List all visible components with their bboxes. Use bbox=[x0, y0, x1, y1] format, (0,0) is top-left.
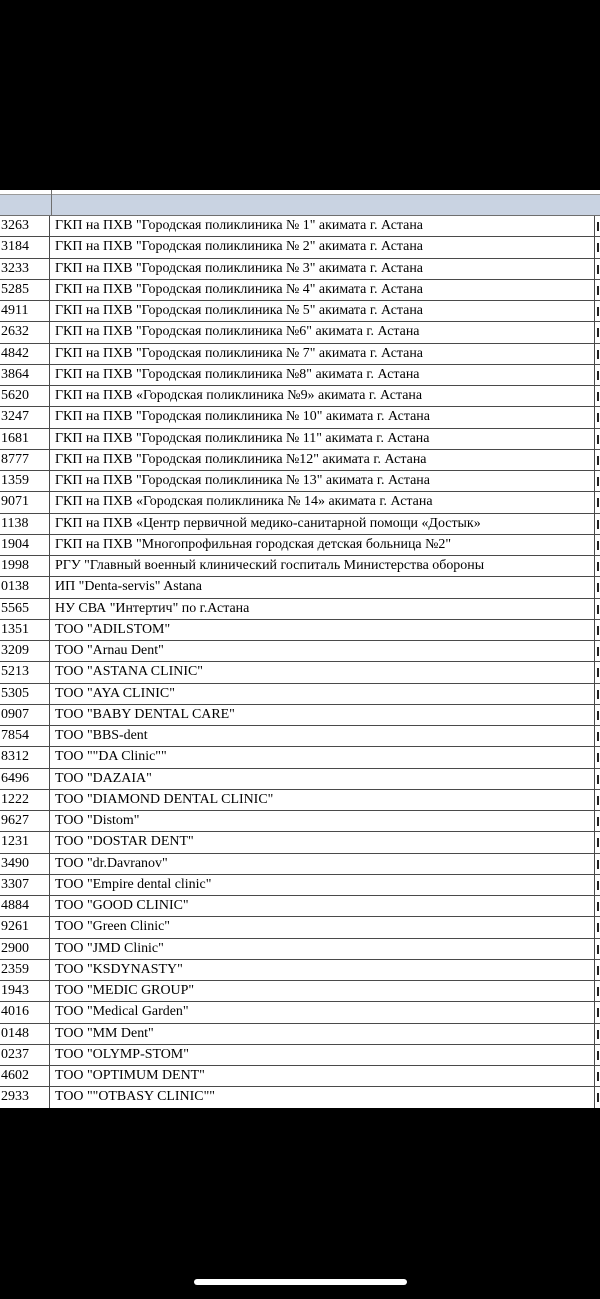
row-name-cell[interactable]: ТОО "KSDYNASTY" bbox=[55, 961, 183, 977]
cell-overflow-mark bbox=[597, 286, 599, 295]
row-code-cell[interactable]: 3209 bbox=[0, 641, 50, 661]
cell-overflow-mark bbox=[597, 711, 599, 720]
row-next-column-cell[interactable] bbox=[594, 1045, 600, 1065]
row-next-column-cell[interactable] bbox=[594, 1002, 600, 1022]
table-row[interactable] bbox=[0, 301, 600, 322]
row-name-cell[interactable]: ТОО "GOOD CLINIC" bbox=[55, 898, 189, 913]
column-divider bbox=[51, 190, 52, 215]
table-row[interactable] bbox=[0, 684, 600, 705]
cell-overflow-mark bbox=[597, 966, 599, 975]
row-next-column-cell[interactable] bbox=[594, 301, 600, 321]
cell-overflow-mark bbox=[597, 647, 599, 656]
row-next-column-cell[interactable] bbox=[594, 684, 600, 704]
cell-overflow-mark bbox=[597, 775, 599, 784]
row-next-column-cell[interactable] bbox=[594, 407, 600, 427]
row-name-cell[interactable]: ГКП на ПХВ "Городская поликлиника №12" акимата г. Астана bbox=[55, 451, 427, 467]
row-name-cell[interactable]: ИП "Denta-servis" Astana bbox=[55, 579, 202, 595]
cell-overflow-mark bbox=[597, 881, 599, 890]
cell-overflow-mark bbox=[597, 1008, 599, 1017]
row-next-column-cell[interactable] bbox=[594, 492, 600, 512]
cell-overflow-mark bbox=[597, 1093, 599, 1102]
row-code-cell[interactable]: 5565 bbox=[0, 599, 50, 619]
row-next-column-cell[interactable] bbox=[594, 726, 600, 746]
row-code-cell[interactable]: 3307 bbox=[0, 875, 50, 895]
row-next-column-cell[interactable] bbox=[594, 662, 600, 682]
row-name-cell[interactable]: ГКП на ПХВ "Городская поликлиника № 7" акимата г. Астана bbox=[55, 345, 423, 361]
table-row[interactable] bbox=[0, 1024, 600, 1045]
table-row[interactable] bbox=[0, 322, 600, 343]
row-code-cell[interactable]: 2359 bbox=[0, 960, 50, 980]
cell-overflow-mark bbox=[597, 1051, 599, 1060]
table-row[interactable] bbox=[0, 535, 600, 556]
table-row[interactable] bbox=[0, 365, 600, 386]
row-code-cell[interactable]: 5620 bbox=[0, 386, 50, 406]
row-code-cell[interactable]: 9261 bbox=[0, 917, 50, 937]
row-name-cell[interactable]: ТОО ""OTBASY CLINIC"" bbox=[55, 1089, 215, 1105]
table-row[interactable] bbox=[0, 769, 600, 790]
row-name-cell[interactable]: ГКП на ПХВ "Городская поликлиника №8" акимата г. Астана bbox=[55, 366, 420, 382]
row-next-column-cell[interactable] bbox=[594, 365, 600, 385]
row-name-cell[interactable]: ГКП на ПХВ «Центр первичной медико-санитарной помощи «Достык» bbox=[55, 515, 481, 531]
cell-overflow-mark bbox=[597, 456, 599, 465]
row-name-cell[interactable]: ГКП на ПХВ "Городская поликлиника № 3" акимата г. Астана bbox=[55, 260, 423, 276]
row-name-cell[interactable]: ТОО "OLYMP-STOM" bbox=[55, 1046, 189, 1062]
row-name-cell[interactable]: ТОО "MEDIC GROUP" bbox=[55, 983, 195, 998]
table-row[interactable] bbox=[0, 790, 600, 811]
row-name-cell[interactable]: ТОО "ASTANA CLINIC" bbox=[55, 664, 203, 680]
row-name-cell[interactable]: ГКП на ПХВ "Городская поликлиника № 11" акимата г. Астана bbox=[55, 430, 430, 446]
table-row[interactable] bbox=[0, 726, 600, 747]
cell-overflow-mark bbox=[597, 817, 599, 826]
row-name-cell[interactable]: ТОО "Distom" bbox=[55, 813, 140, 828]
table-row[interactable] bbox=[0, 939, 600, 960]
row-code-cell[interactable]: 7854 bbox=[0, 726, 50, 746]
table-row[interactable] bbox=[0, 344, 600, 365]
cell-overflow-mark bbox=[597, 583, 599, 592]
row-code-cell[interactable]: 4602 bbox=[0, 1066, 50, 1086]
cell-overflow-mark bbox=[597, 923, 599, 932]
table-row[interactable] bbox=[0, 237, 600, 258]
row-code-cell[interactable]: 3184 bbox=[0, 237, 50, 257]
home-indicator[interactable] bbox=[194, 1279, 407, 1285]
row-next-column-cell[interactable] bbox=[594, 216, 600, 236]
row-name-cell[interactable]: ГКП на ПХВ "Городская поликлиника № 10" акимата г. Астана bbox=[55, 409, 430, 425]
row-name-cell[interactable]: ТОО ""DA Clinic"" bbox=[55, 749, 167, 765]
row-code-cell[interactable]: 5285 bbox=[0, 280, 50, 300]
row-name-cell[interactable]: ТОО "dr.Davranov" bbox=[55, 855, 168, 871]
row-name-cell[interactable]: ТОО "Empire dental clinic" bbox=[55, 876, 212, 892]
row-next-column-cell[interactable] bbox=[594, 556, 600, 576]
row-name-cell[interactable]: ТОО "BBS-dent bbox=[55, 728, 148, 743]
table-row[interactable] bbox=[0, 705, 600, 726]
row-next-column-cell[interactable] bbox=[594, 960, 600, 980]
table-row[interactable] bbox=[0, 407, 600, 428]
table-row[interactable] bbox=[0, 875, 600, 896]
row-code-cell[interactable]: 1222 bbox=[0, 790, 50, 810]
row-code-cell[interactable]: 3263 bbox=[0, 216, 50, 236]
table-row[interactable] bbox=[0, 960, 600, 981]
cell-overflow-mark bbox=[597, 1072, 599, 1081]
row-code-cell[interactable]: 8312 bbox=[0, 747, 50, 767]
row-code-cell[interactable]: 4911 bbox=[0, 301, 50, 321]
table-row[interactable] bbox=[0, 429, 600, 450]
cell-overflow-mark bbox=[597, 838, 599, 847]
row-next-column-cell[interactable] bbox=[594, 535, 600, 555]
table-row[interactable] bbox=[0, 662, 600, 683]
row-next-column-cell[interactable] bbox=[594, 981, 600, 1001]
row-name-cell[interactable]: ТОО "ADILSTOM" bbox=[55, 621, 171, 637]
row-code-cell[interactable]: 2632 bbox=[0, 322, 50, 342]
row-name-cell[interactable]: ТОО "Green Clinic" bbox=[55, 919, 170, 935]
row-next-column-cell[interactable] bbox=[594, 896, 600, 916]
table-row[interactable] bbox=[0, 917, 600, 938]
row-next-column-cell[interactable] bbox=[594, 599, 600, 619]
row-name-cell[interactable]: ГКП на ПХВ "Городская поликлиника №6" акимата г. Астана bbox=[55, 324, 420, 340]
row-name-cell[interactable]: ТОО "OPTIMUM DENT" bbox=[55, 1068, 205, 1083]
row-next-column-cell[interactable] bbox=[594, 259, 600, 279]
row-code-cell[interactable]: 0148 bbox=[0, 1024, 50, 1044]
row-next-column-cell[interactable] bbox=[594, 832, 600, 852]
table-row[interactable] bbox=[0, 1045, 600, 1066]
row-next-column-cell[interactable] bbox=[594, 790, 600, 810]
table-row[interactable] bbox=[0, 492, 600, 513]
table-row[interactable] bbox=[0, 450, 600, 471]
table-row[interactable] bbox=[0, 811, 600, 832]
row-name-cell[interactable]: ГКП на ПХВ "Городская поликлиника № 2" акимата г. Астана bbox=[55, 239, 423, 255]
table-row[interactable] bbox=[0, 981, 600, 1002]
row-next-column-cell[interactable] bbox=[594, 344, 600, 364]
row-name-cell[interactable]: ТОО "AYA CLINIC" bbox=[55, 685, 175, 701]
row-code-cell[interactable]: 1231 bbox=[0, 832, 50, 852]
row-next-column-cell[interactable] bbox=[594, 747, 600, 767]
row-name-cell[interactable]: ГКП на ПХВ "Городская поликлиника № 5" акимата г. Астана bbox=[55, 303, 423, 318]
row-code-cell[interactable]: 1904 bbox=[0, 535, 50, 555]
cell-overflow-mark bbox=[597, 860, 599, 869]
row-name-cell[interactable]: ТОО "DAZAIA" bbox=[55, 770, 152, 786]
row-name-cell[interactable]: ТОО "BABY DENTAL CARE" bbox=[55, 706, 235, 722]
table-row[interactable] bbox=[0, 514, 600, 535]
row-code-cell[interactable]: 1943 bbox=[0, 981, 50, 1001]
row-name-cell[interactable]: ТОО "JMD Clinic" bbox=[55, 940, 164, 956]
row-name-cell[interactable]: НУ СВА "Интертич" по г.Астана bbox=[55, 600, 250, 616]
cell-overflow-mark bbox=[597, 668, 599, 677]
row-next-column-cell[interactable] bbox=[594, 429, 600, 449]
cell-overflow-mark bbox=[597, 243, 599, 252]
table-row[interactable] bbox=[0, 280, 600, 301]
row-name-cell[interactable]: ГКП на ПХВ "Многопрофильная городская детская больница №2" bbox=[55, 536, 452, 552]
cell-overflow-mark bbox=[597, 498, 599, 507]
cell-overflow-mark bbox=[597, 435, 599, 444]
table-row[interactable] bbox=[0, 832, 600, 853]
table-row[interactable] bbox=[0, 1087, 600, 1108]
row-next-column-cell[interactable] bbox=[594, 705, 600, 725]
row-next-column-cell[interactable] bbox=[594, 1024, 600, 1044]
row-name-cell[interactable]: ГКП на ПХВ «Городская поликлиника № 14» акимата г. Астана bbox=[55, 494, 433, 510]
table-row[interactable] bbox=[0, 747, 600, 768]
row-code-cell[interactable]: 3233 bbox=[0, 259, 50, 279]
row-name-cell[interactable]: ГКП на ПХВ "Городская поликлиника № 1" акимата г. Астана bbox=[55, 218, 423, 233]
cell-overflow-mark bbox=[597, 265, 599, 274]
row-name-cell[interactable]: ТОО "Arnau Dent" bbox=[55, 643, 164, 658]
row-name-cell[interactable]: ТОО "DOSTAR DENT" bbox=[55, 834, 194, 850]
row-next-column-cell[interactable] bbox=[594, 514, 600, 534]
row-next-column-cell[interactable] bbox=[594, 450, 600, 470]
cell-overflow-mark bbox=[597, 796, 599, 805]
row-next-column-cell[interactable] bbox=[594, 471, 600, 491]
table-row[interactable] bbox=[0, 854, 600, 875]
row-name-cell[interactable]: ТОО "MM Dent" bbox=[55, 1025, 154, 1041]
cell-overflow-mark bbox=[597, 541, 599, 550]
row-name-cell[interactable]: ТОО "DIAMOND DENTAL CLINIC" bbox=[55, 791, 274, 807]
row-code-cell[interactable]: 2900 bbox=[0, 939, 50, 959]
cell-overflow-mark bbox=[597, 350, 599, 359]
row-next-column-cell[interactable] bbox=[594, 1087, 600, 1107]
row-name-cell[interactable]: ТОО "Medical Garden" bbox=[55, 1004, 189, 1020]
row-name-cell[interactable]: ГКП на ПХВ "Городская поликлиника № 4" акимата г. Астана bbox=[55, 281, 423, 297]
cell-overflow-mark bbox=[597, 413, 599, 422]
cell-overflow-mark bbox=[597, 1030, 599, 1039]
cell-overflow-mark bbox=[597, 605, 599, 614]
cell-overflow-mark bbox=[597, 328, 599, 337]
cell-overflow-mark bbox=[597, 753, 599, 762]
cell-overflow-mark bbox=[597, 690, 599, 699]
row-code-cell[interactable]: 4842 bbox=[0, 344, 50, 364]
row-code-cell[interactable]: 1351 bbox=[0, 620, 50, 640]
cell-overflow-mark bbox=[597, 307, 599, 316]
cell-overflow-mark bbox=[597, 902, 599, 911]
cell-overflow-mark bbox=[597, 945, 599, 954]
table-row[interactable] bbox=[0, 1066, 600, 1087]
row-code-cell[interactable]: 6496 bbox=[0, 769, 50, 789]
row-next-column-cell[interactable] bbox=[594, 854, 600, 874]
table-row[interactable] bbox=[0, 216, 600, 237]
cell-overflow-mark bbox=[597, 626, 599, 635]
row-code-cell[interactable]: 8777 bbox=[0, 450, 50, 470]
row-code-cell[interactable]: 1998 bbox=[0, 556, 50, 576]
row-next-column-cell[interactable] bbox=[594, 769, 600, 789]
row-next-column-cell[interactable] bbox=[594, 1066, 600, 1086]
table-row[interactable] bbox=[0, 896, 600, 917]
row-code-cell[interactable]: 5305 bbox=[0, 684, 50, 704]
table-header-row bbox=[0, 195, 600, 216]
cell-overflow-mark bbox=[597, 987, 599, 996]
row-name-cell[interactable]: ГКП на ПХВ "Городская поликлиника № 13" акимата г. Астана bbox=[55, 473, 430, 488]
row-code-cell[interactable]: 1138 bbox=[0, 514, 50, 534]
row-code-cell[interactable]: 0138 bbox=[0, 577, 50, 597]
row-code-cell[interactable]: 0907 bbox=[0, 705, 50, 725]
cell-overflow-mark bbox=[597, 520, 599, 529]
table-row[interactable] bbox=[0, 259, 600, 280]
table-row[interactable] bbox=[0, 620, 600, 641]
table-row[interactable] bbox=[0, 1002, 600, 1023]
row-next-column-cell[interactable] bbox=[594, 811, 600, 831]
row-next-column-cell[interactable] bbox=[594, 939, 600, 959]
row-next-column-cell[interactable] bbox=[594, 280, 600, 300]
row-next-column-cell[interactable] bbox=[594, 386, 600, 406]
row-code-cell[interactable]: 3490 bbox=[0, 854, 50, 874]
row-name-cell[interactable]: РГУ "Главный военный клинический госпиталь Министерства обороны bbox=[55, 558, 485, 573]
spreadsheet bbox=[0, 190, 600, 1108]
row-next-column-cell[interactable] bbox=[594, 237, 600, 257]
cell-overflow-mark bbox=[597, 222, 599, 231]
table-row[interactable] bbox=[0, 599, 600, 620]
cell-overflow-mark bbox=[597, 392, 599, 401]
row-code-cell[interactable]: 9071 bbox=[0, 492, 50, 512]
row-code-cell[interactable]: 1681 bbox=[0, 429, 50, 449]
cell-overflow-mark bbox=[597, 477, 599, 486]
row-next-column-cell[interactable] bbox=[594, 577, 600, 597]
row-code-cell[interactable]: 1359 bbox=[0, 471, 50, 491]
table-row[interactable] bbox=[0, 641, 600, 662]
row-code-cell[interactable]: 0237 bbox=[0, 1045, 50, 1065]
row-next-column-cell[interactable] bbox=[594, 641, 600, 661]
row-code-cell[interactable]: 3864 bbox=[0, 365, 50, 385]
cell-overflow-mark bbox=[597, 371, 599, 380]
row-code-cell[interactable]: 9627 bbox=[0, 811, 50, 831]
table-row[interactable] bbox=[0, 471, 600, 492]
table-row[interactable] bbox=[0, 386, 600, 407]
table-row[interactable] bbox=[0, 556, 600, 577]
row-next-column-cell[interactable] bbox=[594, 620, 600, 640]
row-code-cell[interactable]: 4884 bbox=[0, 896, 50, 916]
row-code-cell[interactable]: 4016 bbox=[0, 1002, 50, 1022]
cell-overflow-mark bbox=[597, 732, 599, 741]
row-next-column-cell[interactable] bbox=[594, 322, 600, 342]
table-row[interactable] bbox=[0, 577, 600, 598]
row-code-cell[interactable]: 3247 bbox=[0, 407, 50, 427]
row-code-cell[interactable]: 2933 bbox=[0, 1087, 50, 1107]
row-next-column-cell[interactable] bbox=[594, 875, 600, 895]
cell-overflow-mark bbox=[597, 562, 599, 571]
row-name-cell[interactable]: ГКП на ПХВ «Городская поликлиника №9» акимата г. Астана bbox=[55, 388, 423, 403]
row-code-cell[interactable]: 5213 bbox=[0, 662, 50, 682]
row-next-column-cell[interactable] bbox=[594, 917, 600, 937]
table-body bbox=[0, 216, 600, 1108]
